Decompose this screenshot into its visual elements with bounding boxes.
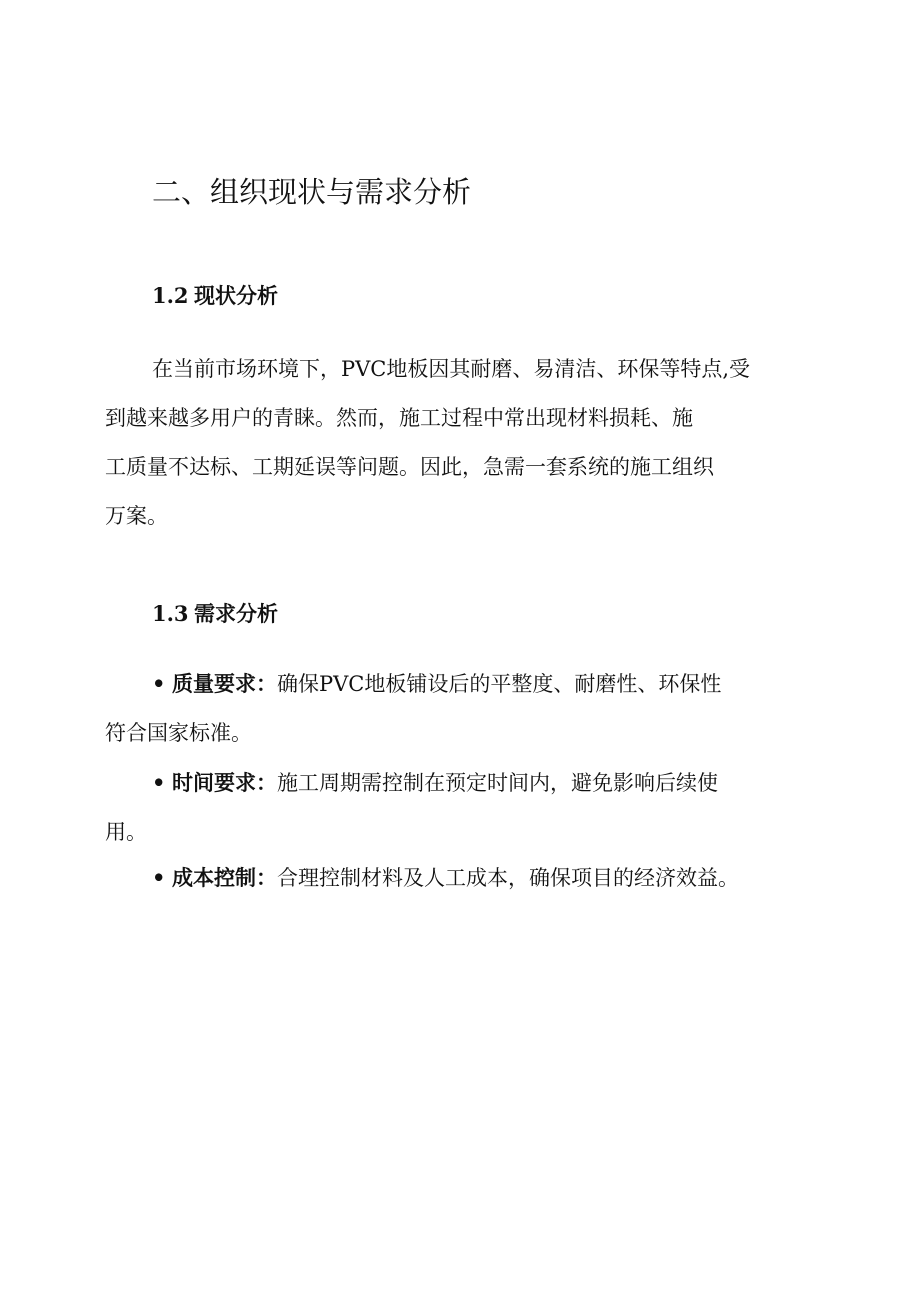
bullet-first-line (105, 758, 825, 808)
section-heading-1-2 (152, 279, 278, 313)
section-title: 现状分析 (194, 283, 278, 308)
bullet-text: 确保PVC地板铺设后的平整度、耐磨性、环保性 (277, 672, 722, 696)
bullet-marker: • (152, 770, 166, 795)
status-analysis-paragraph (105, 345, 825, 541)
bullet-text: 施工周期需控制在预定时间内，避免影响后续使 (277, 771, 718, 795)
bullet-label: 质量要求： (172, 671, 277, 696)
chapter-title: 二、组织现状与需求分析 (152, 175, 472, 209)
bullet-continuation: 用。 (105, 820, 147, 844)
paragraph-line: 在当前市场环境下，PVC地板因其耐磨、易清洁、环保等特点,受 (152, 357, 751, 381)
bullet-label: 成本控制： (172, 865, 277, 890)
paragraph-line: 工质量不达标、工期延误等问题。因此，急需一套系统的施工组织 (105, 455, 714, 479)
bullet-item-time (105, 758, 825, 857)
bullet-first-line (105, 659, 825, 709)
bullet-item-quality (105, 659, 825, 758)
section-number: 1.3 (152, 601, 189, 626)
bullet-item-cost (105, 853, 825, 903)
bullet-text: 合理控制材料及人工成本，确保项目的经济效益。 (277, 866, 739, 890)
section-number: 1.2 (152, 283, 189, 308)
bullet-first-line (105, 853, 825, 903)
paragraph-line: 万案。 (105, 504, 168, 528)
section-heading-1-3 (152, 597, 278, 631)
paragraph-line: 到越来越多用户的青睐。然而，施工过程中常出现材料损耗、施 (105, 406, 693, 430)
bullet-continuation: 符合国家标准。 (105, 721, 252, 745)
bullet-label: 时间要求： (172, 770, 277, 795)
bullet-marker: • (152, 671, 166, 696)
section-title: 需求分析 (194, 601, 278, 626)
bullet-marker: • (152, 865, 166, 890)
